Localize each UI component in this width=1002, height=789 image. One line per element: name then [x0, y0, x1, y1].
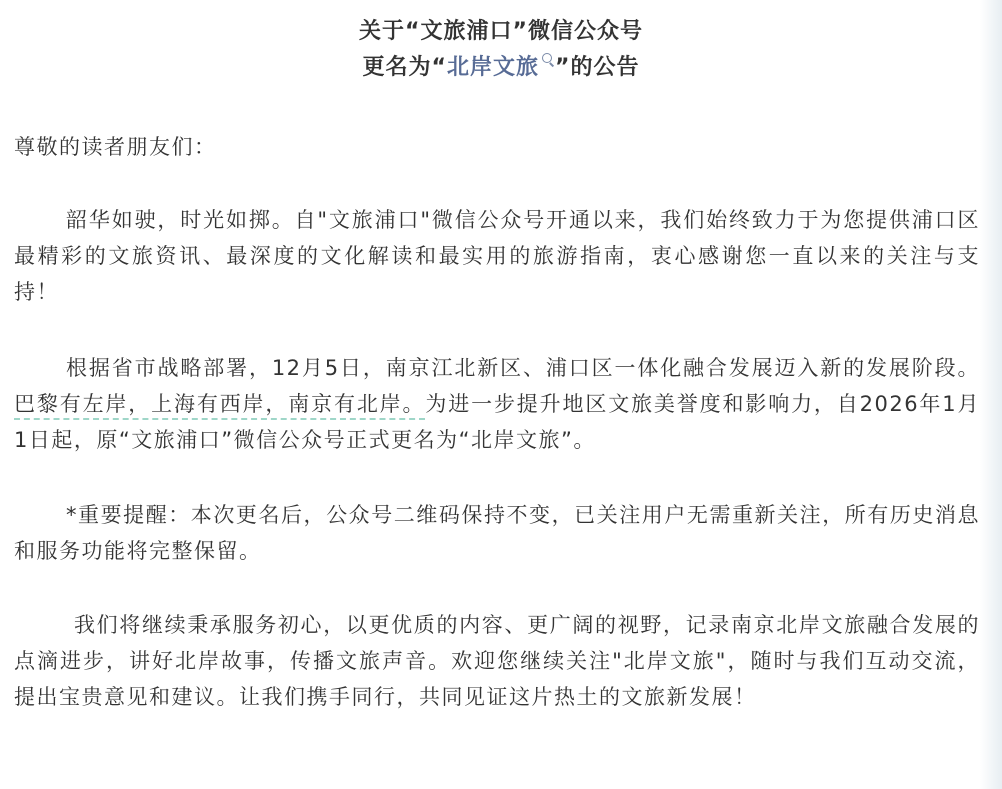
search-icon [541, 52, 555, 66]
paragraph-closing: 我们将继续秉承服务初心，以更优质的内容、更广阔的视野，记录南京北岸文旅融合发展的点滴进步，讲好北岸故事，传播文旅声音。欢迎您继续关注"北岸文旅"，随时与我们互动交流，提出宝贵意见和建议。让我们携手同行，共同见证这片热土的文旅新发展！ [14, 613, 980, 709]
slogan-highlight[interactable]: 巴黎有左岸，上海有西岸，南京有北岸。 [14, 392, 425, 420]
paragraph-rename-reason-end: 为进一步提升地区文旅美誉度和影响力，自2026年1月1日起，原“文旅浦口”微信公众号正式更名为“北岸文旅”。 [14, 392, 980, 452]
paragraph-important-notice: *重要提醒：本次更名后，公众号二维码保持不变，已关注用户无需重新关注，所有历史消息和服务功能将完整保留。 [14, 503, 980, 563]
title-line2-suffix: ”的公告 [555, 55, 640, 80]
paragraph-rename-reason-start: 根据省市战略部署，12月5日，南京江北新区、浦口区一体化融合发展迈入新的发展阶段。 [66, 356, 980, 380]
announcement-title-line2 [0, 50, 1002, 86]
greeting: 尊敬的读者朋友们： [14, 135, 217, 159]
paragraph-intro: 韶华如驶，时光如掷。自"文旅浦口"微信公众号开通以来，我们始终致力于为您提供浦口区最精彩的文旅资讯、最深度的文化解读和最实用的旅游指南，衷心感谢您一直以来的关注与支持！ [14, 208, 980, 304]
title-line2-prefix: 更名为“ [362, 55, 447, 80]
announcement-title-line1: 关于“文旅浦口”微信公众号 [359, 19, 643, 44]
new-account-name-link[interactable] [447, 55, 555, 80]
paragraph-rename-reason [14, 350, 980, 458]
page-edge-shadow [980, 0, 1002, 789]
new-account-name-text: 北岸文旅 [446, 55, 539, 80]
